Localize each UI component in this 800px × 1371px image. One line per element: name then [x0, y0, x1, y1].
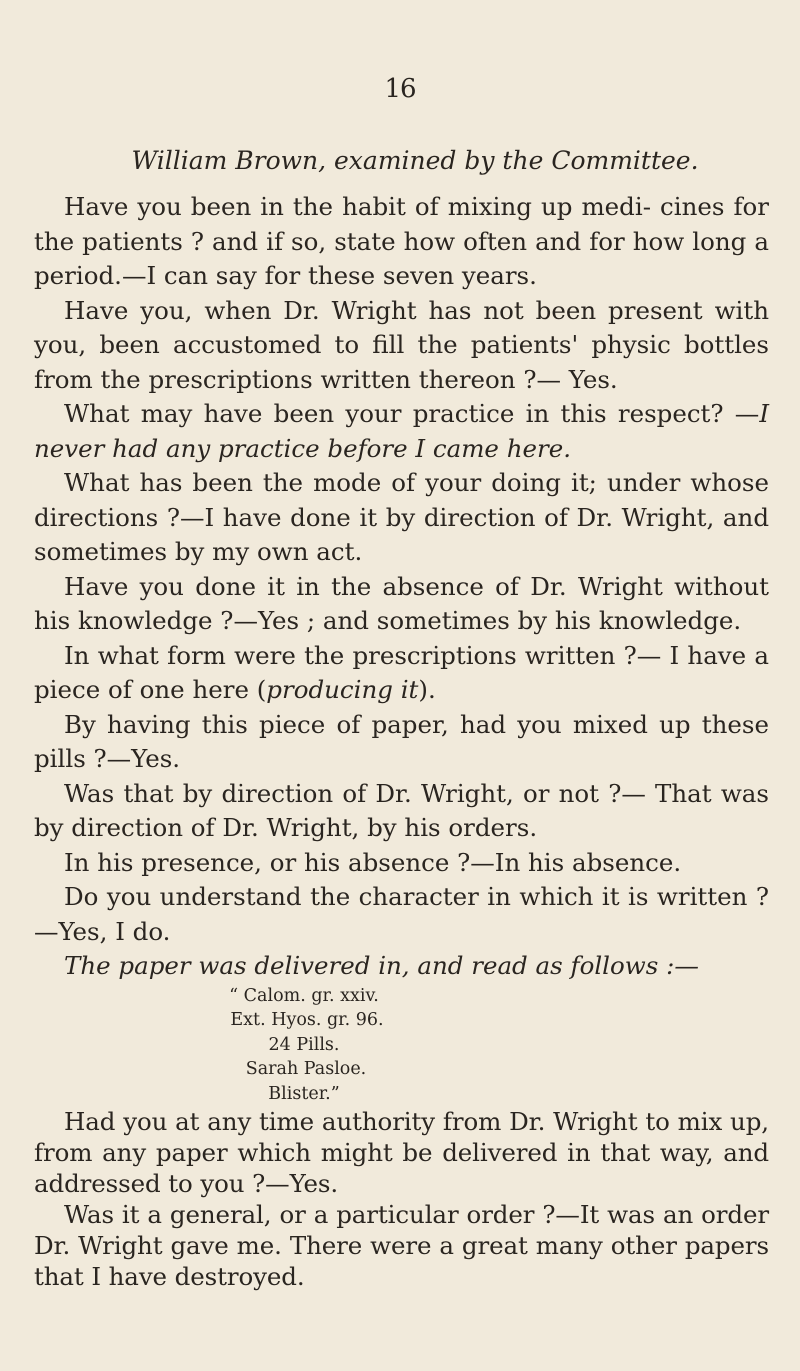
paragraph: Had you at any time authority from Dr. Wright to mix up, from any paper which might be delivered in that way, and addressed to you ?—Yes. — [34, 1107, 769, 1198]
question-text: What may have been your practice in this respect? — — [64, 399, 760, 428]
paragraph: In his presence, or his absence ?—In his absence. — [64, 847, 682, 877]
page-number: 16 — [384, 74, 416, 104]
paragraph-italic: The paper was delivered in, and read as follows :— — [64, 951, 699, 980]
paragraph: Do you understand the character in which it is written ?—Yes, I do. — [34, 882, 769, 946]
paragraph: Have you been in the habit of mixing up medi- cines for the patients ? and if so, state how often and for how long a period.—I can say for these seven years. — [34, 192, 769, 290]
paragraph: Have you, when Dr. Wright has not been present with you, been accustomed to fill the patients' physic bottles from the prescriptions written thereon ?— Yes. — [34, 295, 769, 394]
paragraph — [34, 639, 769, 708]
prescription-line: 24 Pills. — [268, 1034, 340, 1055]
testimony-body — [34, 190, 769, 1292]
paragraph: Was that by direction of Dr. Wright, or not ?— That was by direction of Dr. Wright, by his orders. — [34, 778, 769, 842]
prescription-line: Ext. Hyos. gr. 96. — [230, 1010, 384, 1030]
paragraph: Have you done it in the absence of Dr. Wright without his knowledge ?—Yes ; and sometimes by his knowledge. — [34, 571, 769, 635]
paragraph-text-end: ). — [418, 675, 436, 704]
prescription-quote — [34, 984, 574, 1107]
italic-note: producing it — [266, 675, 419, 704]
answer-text: I never had any practice before I came here. — [34, 399, 769, 463]
prescription-line: Sarah Pasloe. — [245, 1059, 367, 1079]
paragraph — [34, 397, 769, 466]
paragraph: What has been the mode of your doing it; under whose directions ?—I have done it by direction of Dr. Wright, and sometimes by my own act. — [34, 468, 769, 566]
paragraph: Was it a general, or a particular order ?—It was an order Dr. Wright gave me. There were a great many other papers that I have destroyed. — [34, 1200, 769, 1291]
section-heading: William Brown, examined by the Committee. — [131, 146, 699, 175]
paragraph: By having this piece of paper, had you mixed up these pills ?—Yes. — [34, 709, 769, 773]
prescription-line: “ Calom. gr. xxiv. — [229, 985, 379, 1006]
prescription-line: Blister.” — [268, 1083, 340, 1104]
paragraph-text: In what form were the prescriptions written ?— I have a piece of one here ( — [34, 640, 769, 704]
